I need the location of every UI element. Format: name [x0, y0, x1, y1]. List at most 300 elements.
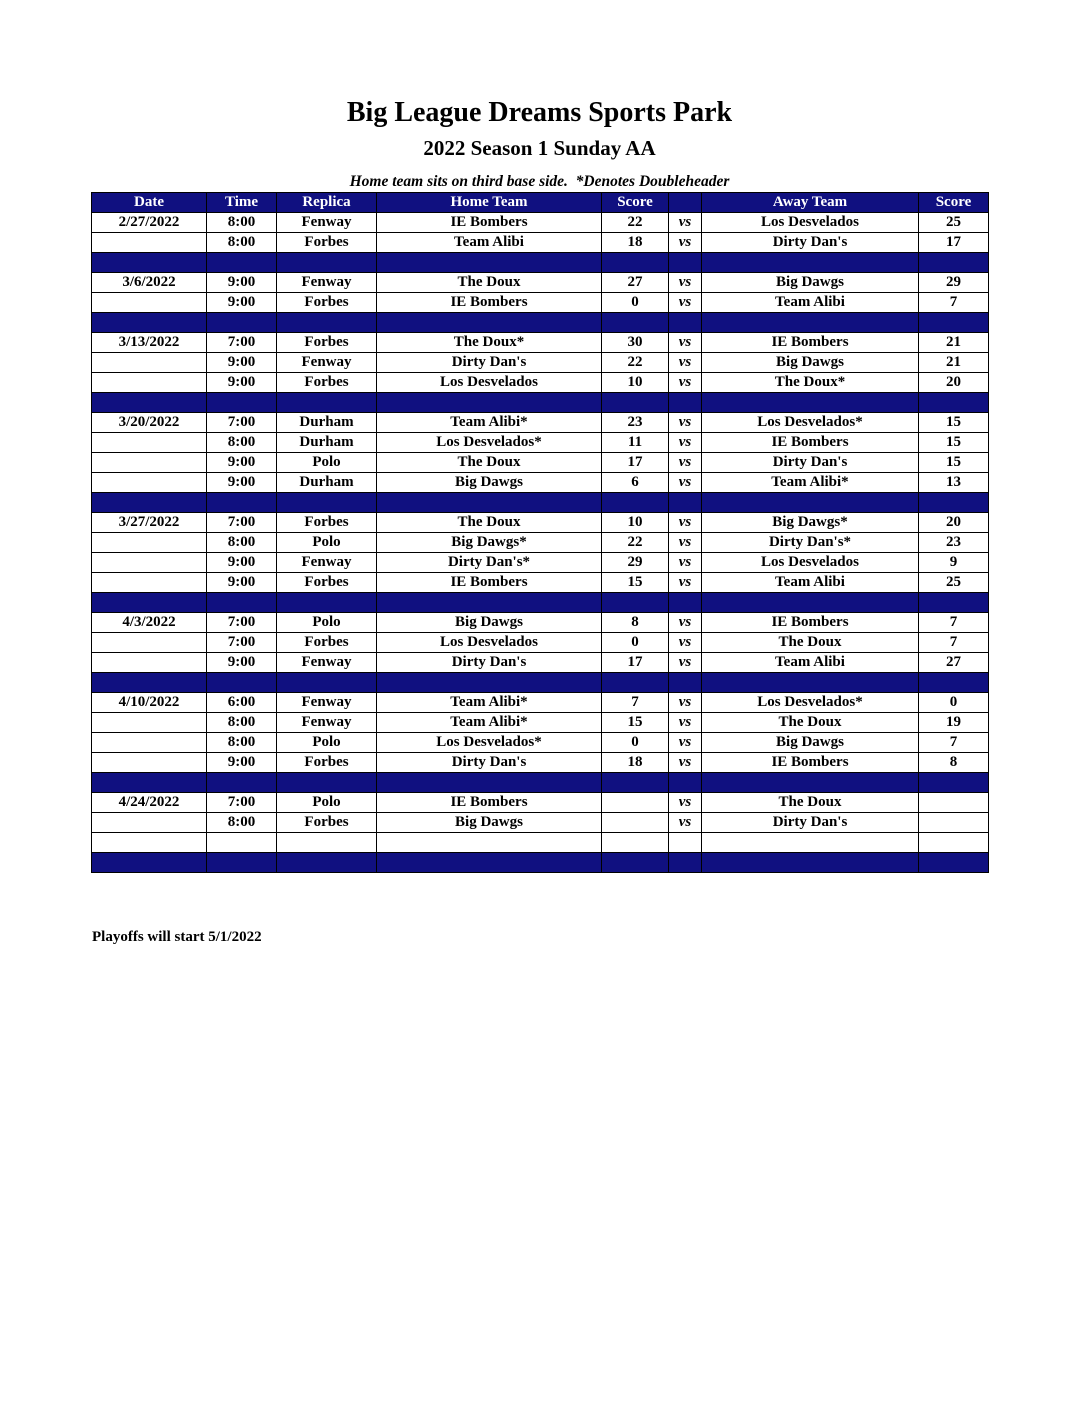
- date-cell: 3/27/2022: [92, 513, 207, 533]
- date-cell: 3/20/2022: [92, 413, 207, 433]
- separator-cell: [919, 593, 989, 613]
- separator-cell: [277, 313, 377, 333]
- away-score-cell: 9: [919, 553, 989, 573]
- time-cell: 9:00: [207, 373, 277, 393]
- time-cell: 7:00: [207, 333, 277, 353]
- replica-cell: Fenway: [277, 353, 377, 373]
- away-score-cell: 0: [919, 693, 989, 713]
- game-row: [92, 453, 989, 473]
- home-score-cell: 7: [602, 693, 669, 713]
- home-score-cell: 17: [602, 653, 669, 673]
- away-team-cell: Big Dawgs: [702, 273, 919, 293]
- replica-cell: Polo: [277, 733, 377, 753]
- away-team-cell: Dirty Dan's*: [702, 533, 919, 553]
- replica-cell: Fenway: [277, 213, 377, 233]
- replica-cell: Forbes: [277, 333, 377, 353]
- away-team-cell: IE Bombers: [702, 433, 919, 453]
- home-score-cell: 23: [602, 413, 669, 433]
- away-team-cell: Team Alibi*: [702, 473, 919, 493]
- separator-cell: [92, 853, 207, 873]
- home-score-cell: 0: [602, 633, 669, 653]
- away-score-cell: 29: [919, 273, 989, 293]
- home-team-cell: Los Desvelados: [377, 633, 602, 653]
- column-header-vs: [669, 193, 702, 213]
- time-cell: 8:00: [207, 233, 277, 253]
- away-team-cell: Los Desvelados*: [702, 693, 919, 713]
- home-team-cell: IE Bombers: [377, 213, 602, 233]
- separator-cell: [92, 313, 207, 333]
- date-cell: 4/3/2022: [92, 613, 207, 633]
- vs-cell: vs: [669, 473, 702, 493]
- replica-cell: Forbes: [277, 513, 377, 533]
- home-team-cell: The Doux*: [377, 333, 602, 353]
- home-score-cell: 27: [602, 273, 669, 293]
- away-score-cell: 19: [919, 713, 989, 733]
- separator-cell: [92, 493, 207, 513]
- vs-cell: vs: [669, 333, 702, 353]
- home-team-cell: IE Bombers: [377, 573, 602, 593]
- date-cell: [92, 633, 207, 653]
- vs-cell: vs: [669, 793, 702, 813]
- separator-row: [92, 393, 989, 413]
- replica-cell: Polo: [277, 613, 377, 633]
- vs-cell: vs: [669, 613, 702, 633]
- separator-cell: [669, 253, 702, 273]
- vs-cell: vs: [669, 213, 702, 233]
- date-cell: [92, 433, 207, 453]
- replica-cell: Forbes: [277, 233, 377, 253]
- time-cell: 6:00: [207, 693, 277, 713]
- separator-cell: [207, 253, 277, 273]
- home-team-cell: Los Desvelados*: [377, 733, 602, 753]
- home-team-cell: Big Dawgs*: [377, 533, 602, 553]
- date-cell: 2/27/2022: [92, 213, 207, 233]
- date-cell: [92, 533, 207, 553]
- separator-cell: [92, 593, 207, 613]
- separator-cell: [377, 773, 602, 793]
- time-cell: 8:00: [207, 813, 277, 833]
- vs-cell: vs: [669, 573, 702, 593]
- replica-cell: Polo: [277, 533, 377, 553]
- home-score-cell: 18: [602, 753, 669, 773]
- separator-row: [92, 593, 989, 613]
- away-team-cell: IE Bombers: [702, 753, 919, 773]
- game-row: [92, 473, 989, 493]
- away-team-cell: Dirty Dan's: [702, 813, 919, 833]
- column-header-score: Score: [919, 193, 989, 213]
- away-team-cell: Los Desvelados: [702, 213, 919, 233]
- separator-cell: [669, 853, 702, 873]
- time-cell: 8:00: [207, 433, 277, 453]
- away-score-cell: 27: [919, 653, 989, 673]
- separator-cell: [919, 853, 989, 873]
- replica-cell: Polo: [277, 453, 377, 473]
- separator-row: [92, 313, 989, 333]
- game-row: [92, 713, 989, 733]
- separator-cell: [277, 773, 377, 793]
- home-team-cell: Team Alibi: [377, 233, 602, 253]
- away-score-cell: [919, 813, 989, 833]
- time-cell: 9:00: [207, 573, 277, 593]
- replica-cell: Durham: [277, 433, 377, 453]
- separator-cell: [207, 853, 277, 873]
- home-score-cell: 22: [602, 533, 669, 553]
- time-cell: 8:00: [207, 733, 277, 753]
- game-row: [92, 613, 989, 633]
- away-team-cell: Team Alibi: [702, 293, 919, 313]
- date-cell: 4/10/2022: [92, 693, 207, 713]
- column-header-replica: Replica: [277, 193, 377, 213]
- separator-cell: [207, 593, 277, 613]
- home-score-cell: 8: [602, 613, 669, 633]
- separator-cell: [919, 313, 989, 333]
- separator-cell: [92, 673, 207, 693]
- home-team-note: Home team sits on third base side. *Denotes Doubleheader: [349, 172, 730, 190]
- separator-cell: [669, 673, 702, 693]
- separator-cell: [277, 493, 377, 513]
- game-row: [92, 213, 989, 233]
- separator-cell: [702, 673, 919, 693]
- time-cell: 9:00: [207, 293, 277, 313]
- separator-cell: [669, 773, 702, 793]
- replica-cell: Forbes: [277, 293, 377, 313]
- time-cell: 9:00: [207, 553, 277, 573]
- away-score-cell: 13: [919, 473, 989, 493]
- home-score-cell: 22: [602, 213, 669, 233]
- empty-cell: [277, 833, 377, 853]
- away-score-cell: 7: [919, 733, 989, 753]
- game-row: [92, 553, 989, 573]
- season-subtitle: 2022 Season 1 Sunday AA: [423, 135, 656, 160]
- separator-cell: [277, 673, 377, 693]
- away-score-cell: 25: [919, 573, 989, 593]
- empty-cell: [669, 833, 702, 853]
- separator-row: [92, 853, 989, 873]
- game-row: [92, 353, 989, 373]
- separator-cell: [207, 773, 277, 793]
- time-cell: 7:00: [207, 793, 277, 813]
- date-cell: [92, 813, 207, 833]
- time-cell: 8:00: [207, 213, 277, 233]
- vs-cell: vs: [669, 733, 702, 753]
- replica-cell: Fenway: [277, 553, 377, 573]
- time-cell: 9:00: [207, 653, 277, 673]
- column-header-away-team: Away Team: [702, 193, 919, 213]
- column-header-date: Date: [92, 193, 207, 213]
- time-cell: 8:00: [207, 533, 277, 553]
- away-team-cell: Dirty Dan's: [702, 233, 919, 253]
- page-title: Big League Dreams Sports Park: [346, 97, 733, 128]
- replica-cell: Durham: [277, 473, 377, 493]
- separator-cell: [277, 853, 377, 873]
- separator-cell: [919, 673, 989, 693]
- time-cell: 9:00: [207, 753, 277, 773]
- separator-cell: [207, 393, 277, 413]
- empty-cell: [377, 833, 602, 853]
- time-cell: 7:00: [207, 633, 277, 653]
- separator-cell: [602, 253, 669, 273]
- replica-cell: Forbes: [277, 753, 377, 773]
- game-row: [92, 513, 989, 533]
- date-cell: 3/13/2022: [92, 333, 207, 353]
- away-score-cell: 25: [919, 213, 989, 233]
- separator-cell: [702, 593, 919, 613]
- date-cell: [92, 553, 207, 573]
- date-cell: [92, 753, 207, 773]
- separator-cell: [919, 253, 989, 273]
- separator-cell: [377, 313, 602, 333]
- home-team-cell: IE Bombers: [377, 293, 602, 313]
- time-cell: 9:00: [207, 273, 277, 293]
- column-header-home-team: Home Team: [377, 193, 602, 213]
- away-score-cell: 7: [919, 613, 989, 633]
- separator-cell: [277, 593, 377, 613]
- replica-cell: Forbes: [277, 633, 377, 653]
- date-cell: [92, 713, 207, 733]
- separator-cell: [669, 593, 702, 613]
- away-score-cell: 20: [919, 373, 989, 393]
- vs-cell: vs: [669, 293, 702, 313]
- separator-cell: [702, 253, 919, 273]
- vs-cell: vs: [669, 233, 702, 253]
- home-score-cell: 30: [602, 333, 669, 353]
- separator-row: [92, 253, 989, 273]
- replica-cell: Polo: [277, 793, 377, 813]
- away-score-cell: 8: [919, 753, 989, 773]
- date-cell: [92, 373, 207, 393]
- home-score-cell: 0: [602, 293, 669, 313]
- separator-row: [92, 773, 989, 793]
- document-header: [91, 98, 988, 191]
- vs-cell: vs: [669, 353, 702, 373]
- time-cell: 9:00: [207, 473, 277, 493]
- home-score-cell: 6: [602, 473, 669, 493]
- vs-cell: vs: [669, 753, 702, 773]
- home-score-cell: 18: [602, 233, 669, 253]
- game-row: [92, 333, 989, 353]
- vs-cell: vs: [669, 273, 702, 293]
- game-row: [92, 653, 989, 673]
- vs-cell: vs: [669, 373, 702, 393]
- game-row: [92, 693, 989, 713]
- separator-row: [92, 673, 989, 693]
- separator-cell: [602, 593, 669, 613]
- separator-cell: [92, 393, 207, 413]
- home-score-cell: 29: [602, 553, 669, 573]
- away-team-cell: Dirty Dan's: [702, 453, 919, 473]
- separator-cell: [919, 773, 989, 793]
- home-team-cell: Big Dawgs: [377, 613, 602, 633]
- game-row: [92, 813, 989, 833]
- home-team-cell: IE Bombers: [377, 793, 602, 813]
- away-team-cell: IE Bombers: [702, 333, 919, 353]
- separator-cell: [602, 313, 669, 333]
- home-score-cell: 10: [602, 513, 669, 533]
- home-team-cell: Dirty Dan's: [377, 653, 602, 673]
- game-row: [92, 793, 989, 813]
- home-score-cell: [602, 813, 669, 833]
- away-team-cell: Team Alibi: [702, 573, 919, 593]
- separator-cell: [277, 253, 377, 273]
- separator-cell: [377, 673, 602, 693]
- home-team-cell: Team Alibi*: [377, 713, 602, 733]
- away-team-cell: The Doux: [702, 713, 919, 733]
- vs-cell: vs: [669, 653, 702, 673]
- date-cell: [92, 293, 207, 313]
- away-score-cell: 21: [919, 333, 989, 353]
- date-cell: [92, 573, 207, 593]
- separator-cell: [377, 493, 602, 513]
- home-team-cell: Team Alibi*: [377, 693, 602, 713]
- separator-cell: [602, 773, 669, 793]
- home-team-cell: Los Desvelados: [377, 373, 602, 393]
- vs-cell: vs: [669, 433, 702, 453]
- separator-cell: [377, 253, 602, 273]
- replica-cell: Fenway: [277, 693, 377, 713]
- separator-cell: [602, 493, 669, 513]
- away-score-cell: 20: [919, 513, 989, 533]
- time-cell: 7:00: [207, 513, 277, 533]
- separator-cell: [602, 673, 669, 693]
- game-row: [92, 733, 989, 753]
- game-row: [92, 573, 989, 593]
- schedule-table: [91, 192, 989, 873]
- replica-cell: Fenway: [277, 713, 377, 733]
- home-team-cell: Team Alibi*: [377, 413, 602, 433]
- home-score-cell: 22: [602, 353, 669, 373]
- separator-cell: [602, 853, 669, 873]
- away-team-cell: Big Dawgs: [702, 733, 919, 753]
- date-cell: 4/24/2022: [92, 793, 207, 813]
- vs-cell: vs: [669, 813, 702, 833]
- away-team-cell: Los Desvelados: [702, 553, 919, 573]
- game-row: [92, 373, 989, 393]
- away-team-cell: Team Alibi: [702, 653, 919, 673]
- away-team-cell: Big Dawgs*: [702, 513, 919, 533]
- separator-cell: [207, 313, 277, 333]
- date-cell: [92, 233, 207, 253]
- schedule-table-body: [92, 213, 989, 873]
- replica-cell: Forbes: [277, 813, 377, 833]
- separator-cell: [919, 393, 989, 413]
- separator-cell: [207, 673, 277, 693]
- playoffs-footer: Playoffs will start 5/1/2022: [92, 929, 262, 945]
- time-cell: 7:00: [207, 613, 277, 633]
- home-team-cell: The Doux: [377, 453, 602, 473]
- home-team-cell: Dirty Dan's*: [377, 553, 602, 573]
- away-score-cell: 15: [919, 433, 989, 453]
- home-team-cell: The Doux: [377, 273, 602, 293]
- time-cell: 9:00: [207, 353, 277, 373]
- home-team-cell: Big Dawgs: [377, 473, 602, 493]
- game-row: [92, 273, 989, 293]
- away-team-cell: The Doux: [702, 633, 919, 653]
- home-score-cell: 15: [602, 573, 669, 593]
- home-team-cell: Dirty Dan's: [377, 353, 602, 373]
- away-score-cell: 7: [919, 633, 989, 653]
- away-score-cell: 7: [919, 293, 989, 313]
- table-header-row: [92, 193, 989, 213]
- home-score-cell: 15: [602, 713, 669, 733]
- empty-cell: [602, 833, 669, 853]
- away-score-cell: 17: [919, 233, 989, 253]
- home-team-cell: The Doux: [377, 513, 602, 533]
- separator-cell: [377, 393, 602, 413]
- separator-cell: [702, 853, 919, 873]
- away-score-cell: [919, 793, 989, 813]
- replica-cell: Forbes: [277, 373, 377, 393]
- separator-cell: [377, 593, 602, 613]
- time-cell: 7:00: [207, 413, 277, 433]
- away-score-cell: 15: [919, 453, 989, 473]
- date-cell: 3/6/2022: [92, 273, 207, 293]
- game-row: [92, 433, 989, 453]
- vs-cell: vs: [669, 513, 702, 533]
- separator-cell: [702, 493, 919, 513]
- home-team-cell: Big Dawgs: [377, 813, 602, 833]
- replica-cell: Fenway: [277, 653, 377, 673]
- home-score-cell: 0: [602, 733, 669, 753]
- separator-cell: [602, 393, 669, 413]
- away-team-cell: Los Desvelados*: [702, 413, 919, 433]
- home-team-cell: Dirty Dan's: [377, 753, 602, 773]
- game-row: [92, 293, 989, 313]
- away-score-cell: 23: [919, 533, 989, 553]
- vs-cell: vs: [669, 693, 702, 713]
- game-row: [92, 533, 989, 553]
- date-cell: [92, 733, 207, 753]
- replica-cell: Forbes: [277, 573, 377, 593]
- game-row: [92, 233, 989, 253]
- time-cell: 9:00: [207, 453, 277, 473]
- home-score-cell: 10: [602, 373, 669, 393]
- replica-cell: Fenway: [277, 273, 377, 293]
- away-team-cell: Big Dawgs: [702, 353, 919, 373]
- separator-row: [92, 493, 989, 513]
- away-team-cell: IE Bombers: [702, 613, 919, 633]
- game-row: [92, 413, 989, 433]
- away-team-cell: The Doux*: [702, 373, 919, 393]
- date-cell: [92, 453, 207, 473]
- game-row: [92, 753, 989, 773]
- separator-cell: [92, 253, 207, 273]
- empty-cell: [92, 833, 207, 853]
- separator-cell: [377, 853, 602, 873]
- home-score-cell: 11: [602, 433, 669, 453]
- separator-cell: [669, 493, 702, 513]
- separator-cell: [669, 393, 702, 413]
- empty-cell: [702, 833, 919, 853]
- separator-cell: [702, 393, 919, 413]
- separator-cell: [207, 493, 277, 513]
- vs-cell: vs: [669, 553, 702, 573]
- vs-cell: vs: [669, 713, 702, 733]
- away-score-cell: 15: [919, 413, 989, 433]
- empty-cell: [207, 833, 277, 853]
- column-header-score: Score: [602, 193, 669, 213]
- replica-cell: Durham: [277, 413, 377, 433]
- separator-cell: [669, 313, 702, 333]
- column-header-time: Time: [207, 193, 277, 213]
- home-score-cell: [602, 793, 669, 813]
- away-team-cell: The Doux: [702, 793, 919, 813]
- separator-cell: [92, 773, 207, 793]
- away-score-cell: 21: [919, 353, 989, 373]
- date-cell: [92, 653, 207, 673]
- separator-cell: [919, 493, 989, 513]
- date-cell: [92, 353, 207, 373]
- separator-cell: [702, 773, 919, 793]
